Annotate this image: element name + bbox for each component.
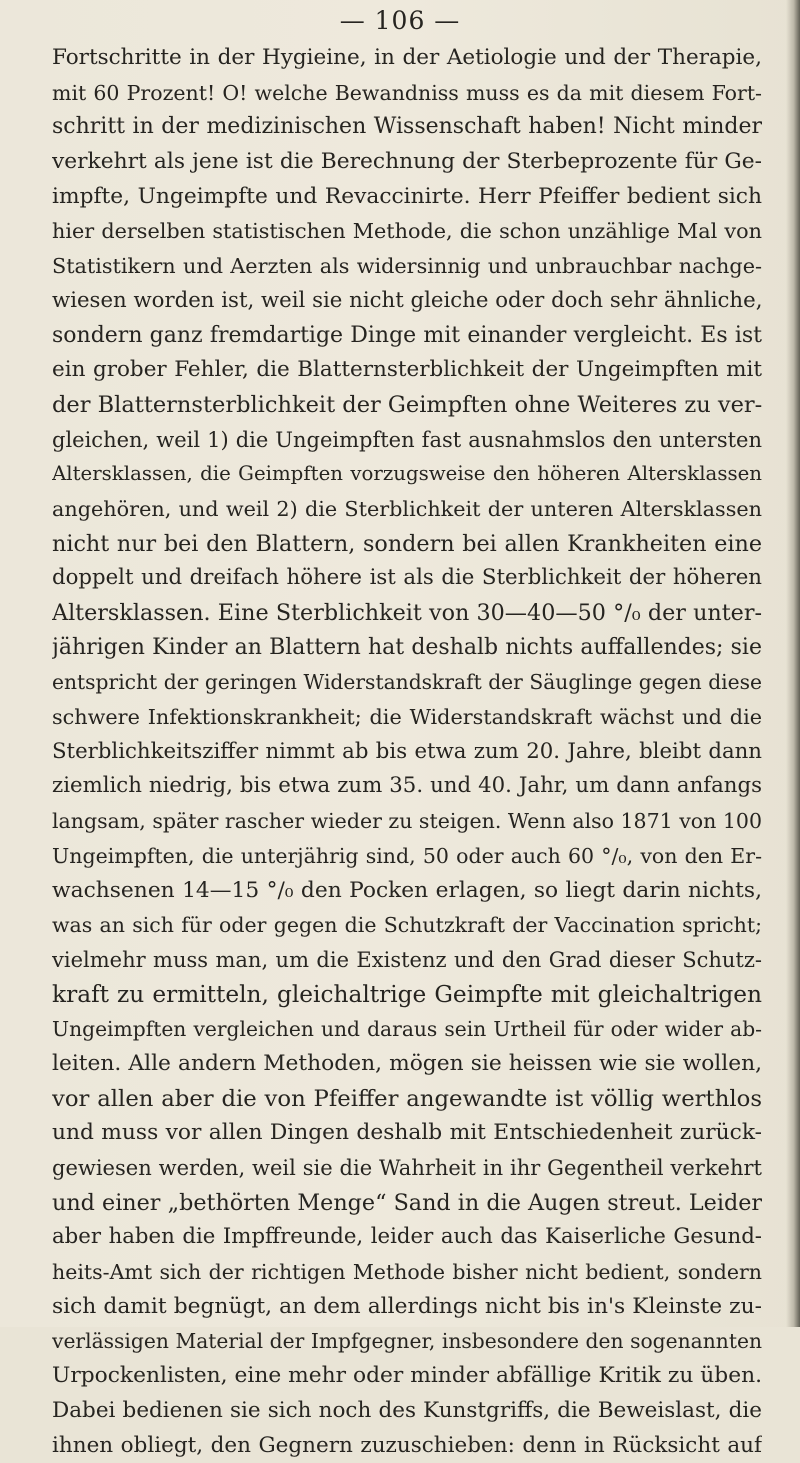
text-line: was an sich für oder gegen die Schutzkraft der Vaccination spricht; [52, 908, 762, 943]
text-line: ihnen obliegt, den Gegnern zuzuschieben: denn in Rücksicht auf [52, 1429, 762, 1463]
text-line: sondern ganz fremdartige Dinge mit einander vergleicht. Es ist [52, 319, 762, 354]
text-line: Sterblichkeitsziffer nimmt ab bis etwa zum 20. Jahre, bleibt dann [52, 735, 762, 770]
text-line: hier derselben statistischen Methode, die schon unzählige Mal von [52, 214, 762, 249]
text-line: Ungeimpften vergleichen und daraus sein Urtheil für oder wider ab- [52, 1012, 762, 1047]
text-line: gleichen, weil 1) die Ungeimpften fast ausnahmslos den untersten [52, 423, 762, 458]
text-line: gewiesen werden, weil sie die Wahrheit in ihr Gegentheil verkehrt [52, 1151, 762, 1186]
text-line: Statistikern und Aerzten als widersinnig und unbrauchbar nachge- [52, 249, 762, 284]
text-line: wachsenen 14—15 °/₀ den Pocken erlagen, so liegt darin nichts, [52, 874, 762, 909]
text-line: vielmehr muss man, um die Existenz und den Grad dieser Schutz- [52, 943, 762, 978]
text-line: langsam, später rascher wieder zu steigen. Wenn also 1871 von 100 [52, 804, 762, 839]
text-line: mit 60 Prozent! O! welche Bewandniss muss es da mit diesem Fort- [52, 76, 762, 111]
text-line: vor allen aber die von Pfeiffer angewandte ist völlig werthlos [52, 1082, 762, 1117]
text-line: kraft zu ermitteln, gleichaltrige Geimpfte mit gleichaltrigen [52, 978, 762, 1013]
text-line: entspricht der geringen Widerstandskraft der Säuglinge gegen diese [52, 665, 762, 700]
text-line: Urpockenlisten, eine mehr oder minder abfällige Kritik zu üben. [52, 1359, 762, 1394]
text-line: doppelt und dreifach höhere ist als die Sterblichkeit der höheren [52, 561, 762, 596]
text-line: leiten. Alle andern Methoden, mögen sie heissen wie sie wollen, [52, 1047, 762, 1082]
text-line: Dabei bedienen sie sich noch des Kunstgriffs, die Beweislast, die [52, 1394, 762, 1429]
text-line: aber haben die Impffreunde, leider auch das Kaiserliche Gesund- [52, 1220, 762, 1255]
text-line: ziemlich niedrig, bis etwa zum 35. und 40. Jahr, um dann anfangs [52, 769, 762, 804]
text-line: und einer „bethörten Menge“ Sand in die Augen streut. Leider [52, 1186, 762, 1221]
text-line: und muss vor allen Dingen deshalb mit Entschiedenheit zurück- [52, 1116, 762, 1151]
text-line: heits-Amt sich der richtigen Methode bisher nicht bedient, sondern [52, 1255, 762, 1290]
text-line: impfte, Ungeimpfte und Revaccinirte. Herr Pfeiffer bedient sich [52, 180, 762, 215]
text-line: schritt in der medizinischen Wissenschaft haben! Nicht minder [52, 110, 762, 145]
text-line: Ungeimpften, die unterjährig sind, 50 oder auch 60 °/₀, von den Er- [52, 839, 762, 874]
text-line: nicht nur bei den Blattern, sondern bei allen Krankheiten eine [52, 527, 762, 562]
page-number: — 106 — [0, 6, 800, 35]
text-line: jährigen Kinder an Blattern hat deshalb nichts auffallendes; sie [52, 631, 762, 666]
text-line: angehören, und weil 2) die Sterblichkeit der unteren Altersklassen [52, 492, 762, 527]
text-line: der Blatternsterblichkeit der Geimpften ohne Weiteres zu ver- [52, 388, 762, 423]
text-line: verlässigen Material der Impfgegner, insbesondere den sogenannten [52, 1324, 762, 1359]
text-line: Altersklassen. Eine Sterblichkeit von 30—40—50 °/₀ der unter- [52, 596, 762, 631]
text-line: ein grober Fehler, die Blatternsterblichkeit der Ungeimpften mit [52, 353, 762, 388]
text-line: wiesen worden ist, weil sie nicht gleiche oder doch sehr ähnliche, [52, 284, 762, 319]
page-edge-shadow [786, 0, 800, 1327]
text-line: verkehrt als jene ist die Berechnung der Sterbeprozente für Ge- [52, 145, 762, 180]
text-line: schwere Infektionskrankheit; die Widerstandskraft wächst und die [52, 700, 762, 735]
text-line: sich damit begnügt, an dem allerdings nicht bis in's Kleinste zu- [52, 1290, 762, 1325]
text-line: Altersklassen, die Geimpften vorzugsweise den höheren Altersklassen [52, 457, 762, 492]
body-text [52, 41, 762, 1463]
text-line: Fortschritte in der Hygieine, in der Aetiologie und der Therapie, [52, 41, 762, 76]
